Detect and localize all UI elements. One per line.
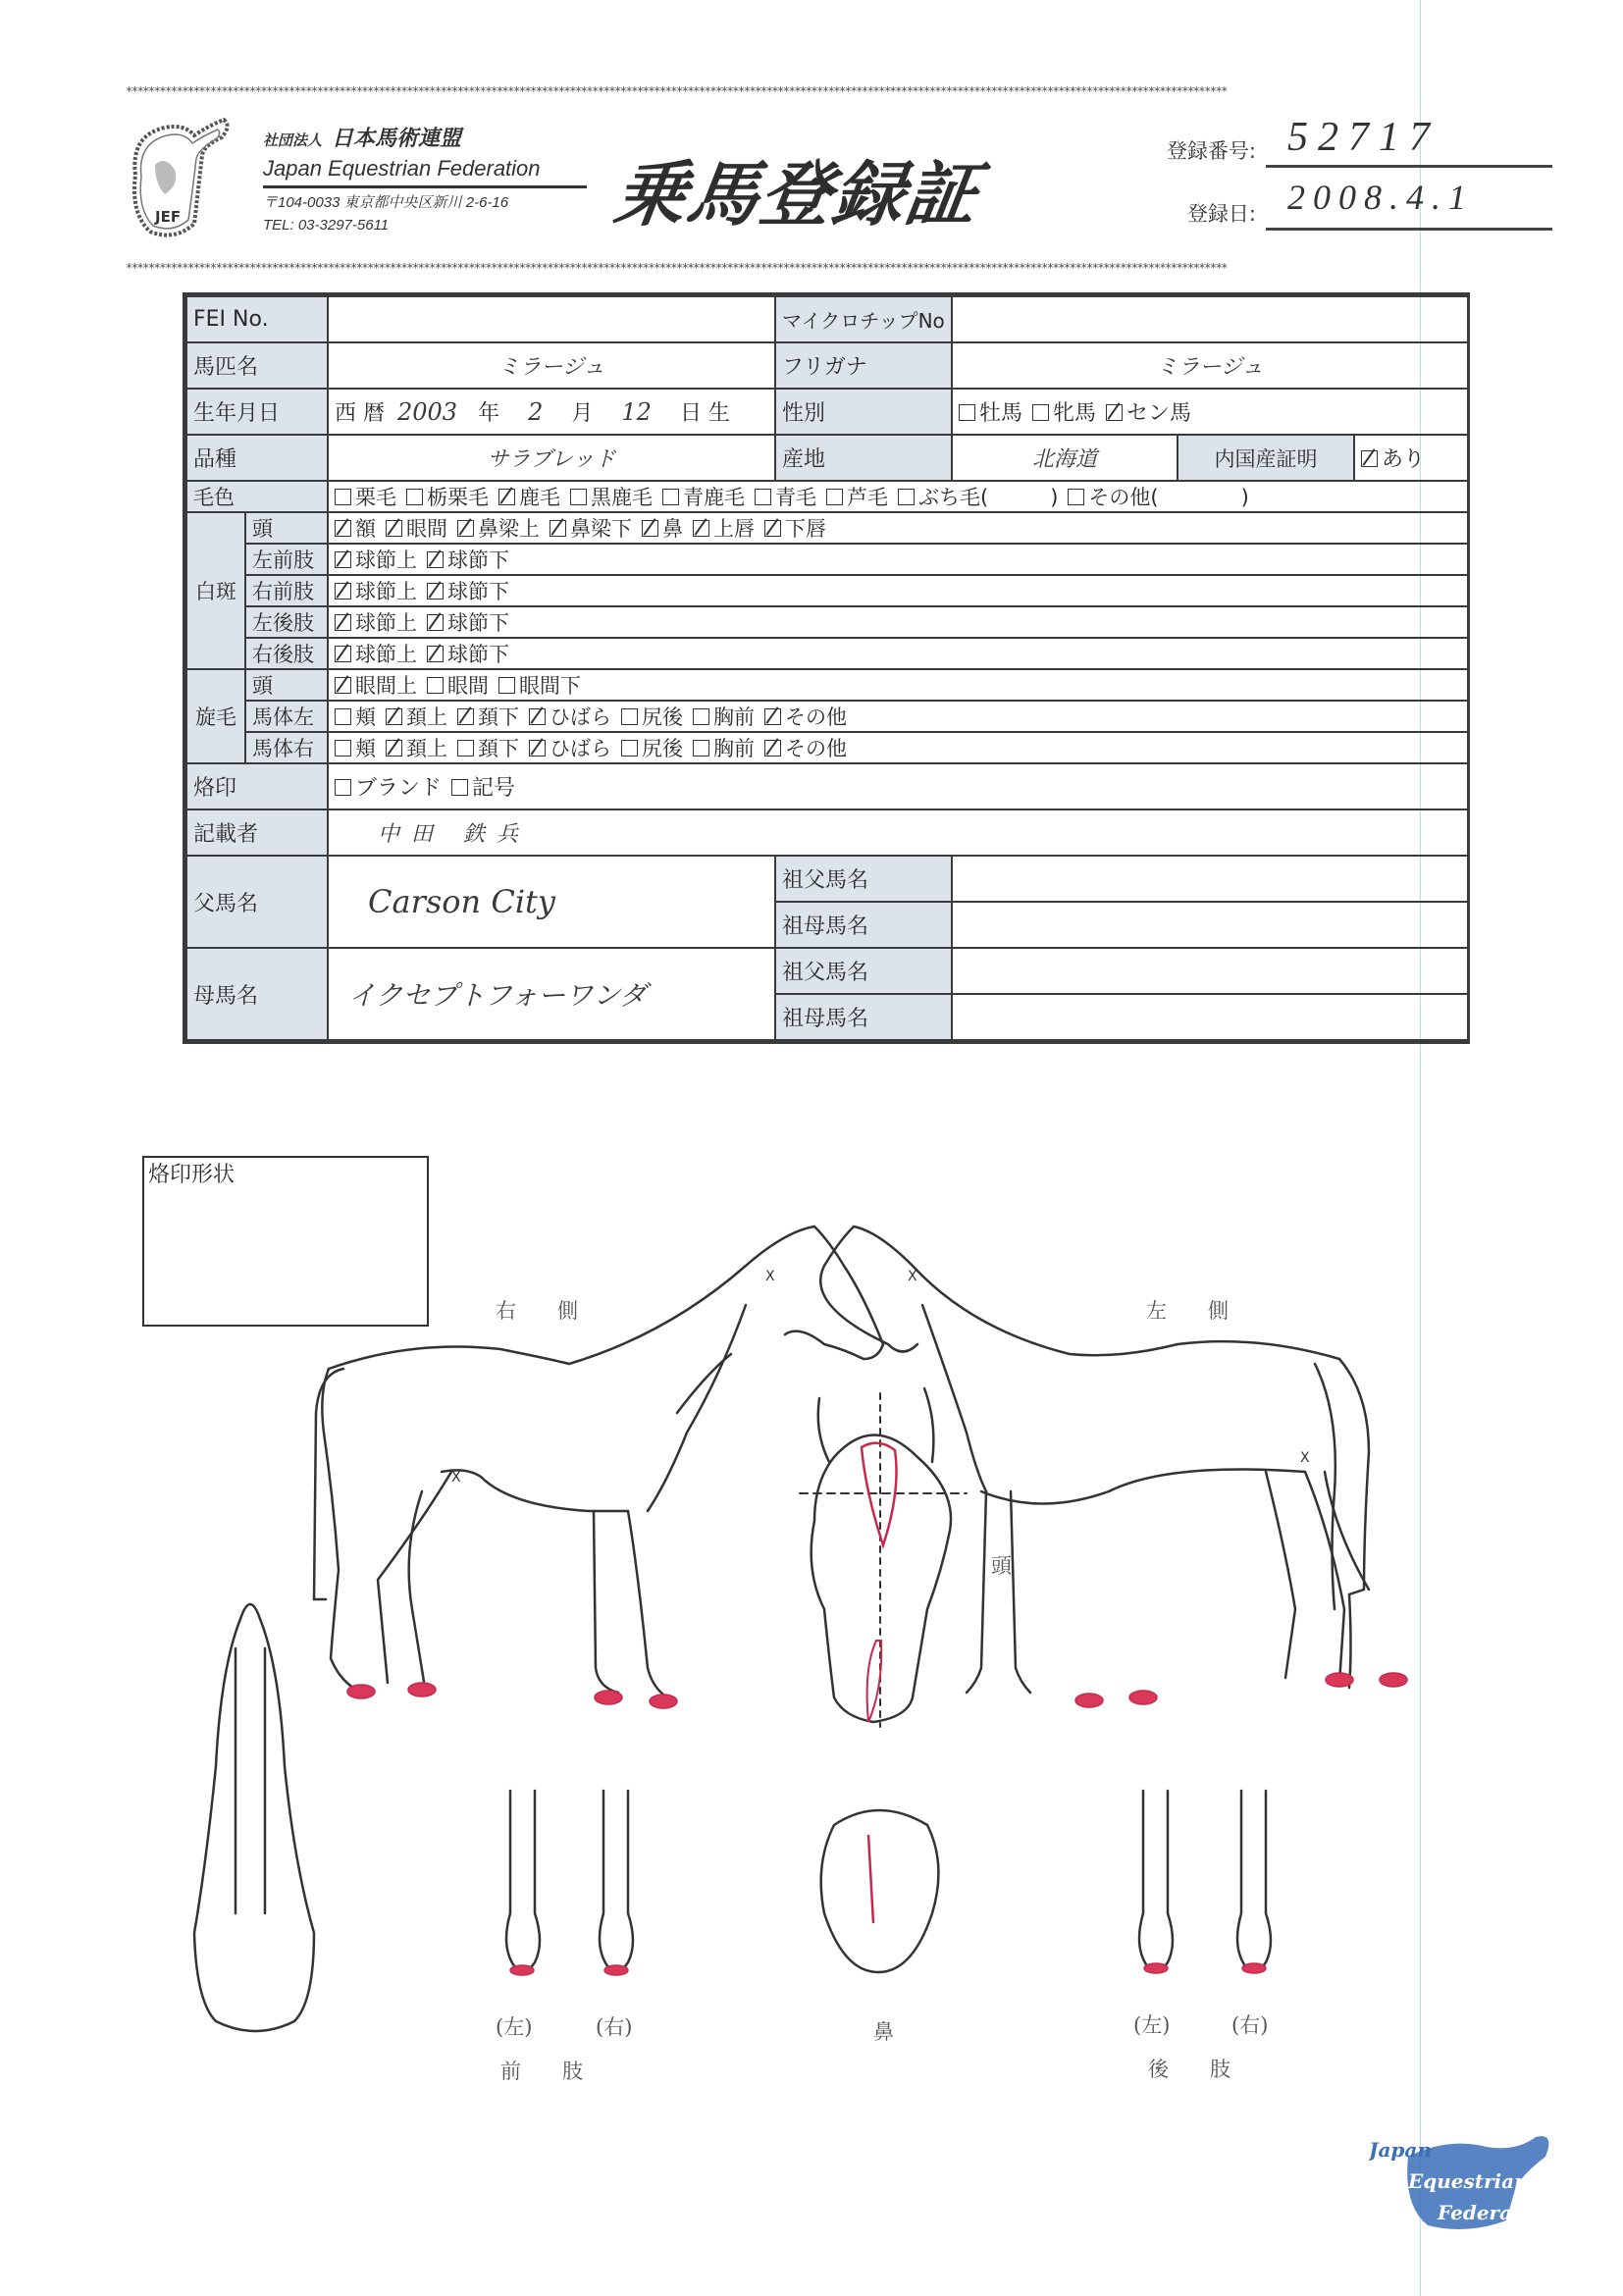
checkbox-label: 尻後 (642, 705, 683, 729)
checkbox-label: 芦毛 (847, 486, 888, 509)
org-tel: TEL: 03-3297-5611 (263, 217, 390, 234)
sire-field[interactable]: Carson City (328, 856, 775, 948)
white-mark-annotations (347, 1443, 1407, 1975)
fei-no-label: FEI No. (186, 296, 328, 342)
furigana-field[interactable]: ミラージュ (952, 342, 1468, 389)
checkbox-label: 牝馬 (1053, 401, 1097, 426)
svg-text:Federation: Federation (1438, 2201, 1556, 2224)
checkbox-label: 胸前 (713, 737, 755, 760)
svg-text:X: X (1300, 1450, 1310, 1466)
checkbox-label: 頬 (355, 737, 376, 760)
domestic-cert-label: 内国産証明 (1178, 435, 1354, 481)
brand-label: 烙印 (186, 763, 328, 809)
svg-text:Equestrian: Equestrian (1408, 2169, 1529, 2193)
whorls-label: 旋毛 (186, 669, 245, 763)
checkbox-label: ブランド (355, 776, 443, 801)
checkbox-label: 球節上 (355, 643, 417, 666)
coat-label: 毛色 (186, 481, 328, 512)
whorl-part: 頭 (245, 669, 328, 701)
checkbox-label: 球節下 (447, 643, 509, 666)
checkbox-label: 上唇 (713, 517, 755, 541)
registration-date-field[interactable]: 2008.4.1 (1266, 177, 1552, 231)
document-title: 乗馬登録証 (609, 153, 985, 235)
org-name-jp: 日本馬術連盟 (332, 127, 462, 151)
org-prefix: 社団法人 (263, 131, 323, 149)
left-side-horse-outline (820, 1226, 1369, 1693)
domestic-cert-checkbox[interactable]: あり (1354, 435, 1468, 481)
dob-label: 生年月日 (186, 389, 328, 435)
foreleg-left-label: (左) (496, 2015, 533, 2039)
checkbox-label: ひばら (550, 737, 611, 760)
checkbox-label: 頚上 (406, 737, 447, 760)
checkbox-label: 鼻 (662, 517, 683, 541)
microchip-label: マイクロチップNo (775, 296, 952, 342)
dam-field[interactable]: イクセプトフォーワンダ (328, 948, 775, 1040)
registration-date-label: 登録日: (1186, 202, 1256, 226)
horse-name-field[interactable]: ミラージュ (328, 342, 775, 389)
checkbox-label: 栃栗毛 (427, 486, 489, 509)
breed-field[interactable]: サラブレッド (328, 435, 775, 481)
checkbox-label: 球節上 (355, 580, 417, 603)
checkbox-label: 記号 (472, 776, 516, 801)
svg-text:X: X (908, 1269, 917, 1284)
checkbox-label: 胸前 (713, 705, 755, 729)
checkbox-label: 球節上 (355, 548, 417, 572)
leg-views-outline (506, 1791, 1271, 1971)
checkbox-label: 球節上 (355, 611, 417, 635)
checkbox-label: 頚下 (478, 705, 519, 729)
dob-year: 2003 (397, 398, 458, 426)
white-marks-label: 白斑 (186, 512, 245, 669)
dam-label: 母馬名 (186, 948, 328, 1040)
left-side-label: 左 側 (1146, 1299, 1229, 1323)
checkbox-label: 鼻梁下 (570, 517, 632, 541)
recorder-label: 記載者 (186, 809, 328, 856)
checkbox-label: 牡馬 (979, 401, 1023, 426)
checkbox-label: 額 (355, 517, 376, 541)
hindleg-caption: 後 肢 (1148, 2058, 1230, 2081)
checkbox-label: ひばら (550, 705, 611, 729)
white-mark-part: 右前肢 (245, 575, 328, 606)
foreleg-caption: 前 肢 (500, 2060, 583, 2083)
foreleg-right-label: (右) (596, 2015, 633, 2039)
dob-month: 2 (528, 398, 544, 426)
checkbox-label: 頚上 (406, 705, 447, 729)
checkbox-label: 眼間上 (355, 674, 417, 698)
org-address: 〒104-0033 東京都中央区新川 2-6-16 (263, 194, 509, 211)
horse-name-label: 馬匹名 (186, 342, 328, 389)
sire-label: 父馬名 (186, 856, 328, 948)
white-mark-part: 頭 (245, 512, 328, 544)
svg-text:X: X (765, 1269, 775, 1284)
muzzle-label: 鼻 (873, 2020, 894, 2044)
checkbox-label: 鹿毛 (519, 486, 560, 509)
checkbox-label: 鼻梁上 (478, 517, 540, 541)
whorl-part: 馬体左 (245, 701, 328, 732)
hindleg-left-label: (左) (1133, 2013, 1171, 2037)
dob-year-unit: 年 (478, 401, 500, 426)
hindleg-right-label: (右) (1231, 2013, 1269, 2037)
checkbox-label: 頬 (355, 705, 376, 729)
checkbox-label: ぶち毛( ) (918, 486, 1059, 509)
checkbox-label: その他( ) (1088, 486, 1249, 509)
dam-grandsire-label: 祖父馬名 (775, 948, 952, 994)
origin-label: 産地 (775, 435, 952, 481)
checkbox-label: 下唇 (785, 517, 826, 541)
recorder-field[interactable]: 中田 鉄兵 (328, 809, 1468, 856)
checkbox-label: 青毛 (775, 486, 816, 509)
sire-grandsire-label: 祖父馬名 (775, 856, 952, 902)
checkbox-label: 眼間 (406, 517, 447, 541)
checkbox-label: 眼間下 (519, 674, 581, 698)
right-side-horse-outline (314, 1226, 883, 1697)
registration-number-label: 登録番号: (1166, 139, 1256, 163)
dob-era: 西 暦 (335, 401, 385, 426)
checkbox-label: 栗毛 (355, 486, 396, 509)
checkbox-label: 尻後 (642, 737, 683, 760)
white-mark-part: 右後肢 (245, 638, 328, 669)
star-divider-top: **************************************************************************************************************************************************************************************************** (126, 84, 1228, 98)
checkbox-label: 黒鹿毛 (591, 486, 653, 509)
sex-label: 性別 (775, 389, 952, 435)
dob-day: 12 (621, 398, 652, 426)
origin-field[interactable]: 北海道 (952, 435, 1178, 481)
right-side-label: 右 側 (496, 1299, 578, 1323)
muzzle-view-outline (821, 1810, 939, 1972)
svg-text:X: X (451, 1470, 461, 1486)
svg-text:JEF: JEF (155, 208, 182, 226)
checkbox-label: その他 (785, 737, 847, 760)
white-mark-part: 左後肢 (245, 606, 328, 638)
top-view-outline (194, 1604, 314, 2031)
registration-number-field[interactable]: 52717 (1266, 114, 1552, 168)
checkbox-label: 球節下 (447, 580, 509, 603)
checkbox-label: 青鹿毛 (683, 486, 745, 509)
head-label: 頭 (991, 1554, 1012, 1578)
furigana-label: フリガナ (775, 342, 952, 389)
checkbox-label: 球節下 (447, 548, 509, 572)
jef-stamp-icon (1369, 2127, 1575, 2235)
whorl-part: 馬体右 (245, 732, 328, 763)
white-mark-part: 左前肢 (245, 544, 328, 575)
brand-shape-label: 烙印形状 (148, 1163, 236, 1187)
checkbox-label: その他 (785, 705, 847, 729)
star-divider-bottom: **************************************************************************************************************************************************************************************************** (126, 261, 1228, 275)
dam-granddam-label: 祖母馬名 (775, 994, 952, 1040)
org-name-en: Japan Equestrian Federation (263, 156, 587, 188)
checkbox-label: 眼間 (447, 674, 489, 698)
checkbox-label: セン馬 (1126, 401, 1192, 426)
dob-day-unit: 日 生 (679, 401, 730, 426)
svg-text:Japan: Japan (1369, 2138, 1432, 2162)
breed-label: 品種 (186, 435, 328, 481)
head-front-outline (800, 1388, 967, 1727)
sire-granddam-label: 祖母馬名 (775, 902, 952, 948)
dob-month-unit: 月 (571, 401, 594, 426)
checkbox-label: 球節下 (447, 611, 509, 635)
checkbox-label: 頚下 (478, 737, 519, 760)
